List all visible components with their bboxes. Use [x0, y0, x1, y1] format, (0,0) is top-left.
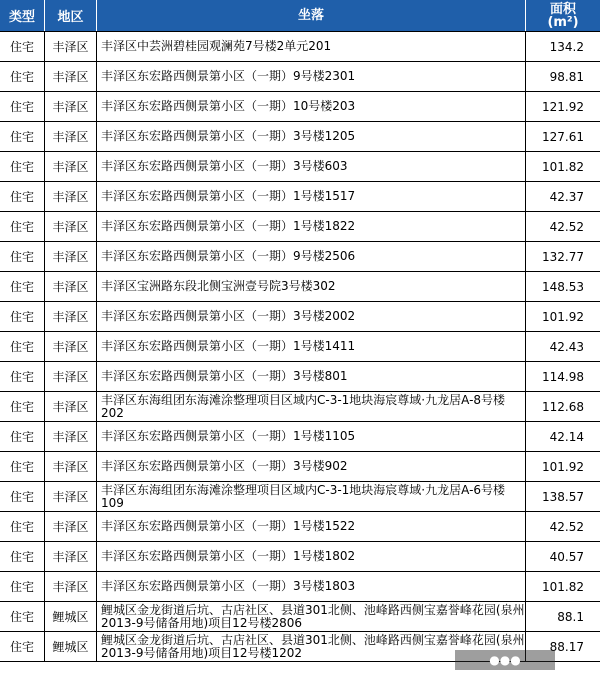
- cell-location: 丰泽区中芸洲碧桂园观澜苑7号楼2单元201: [97, 32, 526, 61]
- cell-type: 住宅: [0, 512, 45, 541]
- cell-location: 鲤城区金龙街道后坑、古店社区、县道301北侧、池峰路西侧宝嘉誉峰花园(泉州2013-9号储备用地)项目12号楼2806: [97, 602, 526, 631]
- table-body: [0, 32, 600, 662]
- cell-type: 住宅: [0, 92, 45, 121]
- cell-type: 住宅: [0, 422, 45, 451]
- cell-size: 121.92: [542, 99, 584, 114]
- table-row: [0, 272, 600, 302]
- cell-area: 丰泽区: [45, 362, 97, 391]
- cell-type: 住宅: [0, 602, 45, 631]
- cell-size: 132.77: [542, 249, 584, 264]
- cell-type: 住宅: [0, 62, 45, 91]
- table-row: [0, 572, 600, 602]
- cell-size: 98.81: [549, 69, 584, 84]
- cell-location: 丰泽区东宏路西侧景第小区（一期）1号楼1522: [97, 512, 526, 541]
- cell-size: 88.17: [549, 639, 584, 654]
- table-header: [0, 0, 600, 32]
- cell-size: 42.14: [549, 429, 584, 444]
- cell-area: 丰泽区: [45, 182, 97, 211]
- cell-location: 丰泽区东宏路西侧景第小区（一期）9号楼2506: [97, 242, 526, 271]
- cell-type: 住宅: [0, 152, 45, 181]
- cell-location: 丰泽区东宏路西侧景第小区（一期）9号楼2301: [97, 62, 526, 91]
- table-row: [0, 332, 600, 362]
- table-row: [0, 452, 600, 482]
- cell-size: 138.57: [542, 489, 584, 504]
- cell-area: 丰泽区: [45, 392, 97, 421]
- cell-location: 丰泽区东宏路西侧景第小区（一期）3号楼2002: [97, 302, 526, 331]
- cell-type: 住宅: [0, 482, 45, 511]
- table-row: [0, 392, 600, 422]
- cell-area: 丰泽区: [45, 272, 97, 301]
- header-location: 坐落: [97, 0, 526, 31]
- cell-area: 丰泽区: [45, 422, 97, 451]
- cell-area: 丰泽区: [45, 332, 97, 361]
- cell-area: 丰泽区: [45, 302, 97, 331]
- cell-location: 丰泽区东宏路西侧景第小区（一期）1号楼1105: [97, 422, 526, 451]
- cell-type: 住宅: [0, 182, 45, 211]
- table-row: [0, 302, 600, 332]
- watermark: ●●●: [455, 650, 555, 670]
- cell-area: 丰泽区: [45, 152, 97, 181]
- cell-type: 住宅: [0, 32, 45, 61]
- cell-area: 鲤城区: [45, 602, 97, 631]
- cell-size: 42.52: [549, 519, 584, 534]
- table-row: [0, 362, 600, 392]
- table-row: [0, 242, 600, 272]
- cell-size: 42.37: [549, 189, 584, 204]
- table-row: [0, 32, 600, 62]
- cell-location: 丰泽区东宏路西侧景第小区（一期）1号楼1802: [97, 542, 526, 571]
- cell-size: 101.92: [542, 459, 584, 474]
- cell-type: 住宅: [0, 632, 45, 661]
- cell-type: 住宅: [0, 212, 45, 241]
- cell-type: 住宅: [0, 242, 45, 271]
- cell-type: 住宅: [0, 362, 45, 391]
- cell-location: 丰泽区东宏路西侧景第小区（一期）3号楼1803: [97, 572, 526, 601]
- cell-location: 丰泽区东宏路西侧景第小区（一期）1号楼1411: [97, 332, 526, 361]
- cell-area: 丰泽区: [45, 542, 97, 571]
- cell-area: 丰泽区: [45, 212, 97, 241]
- header-size-label: 面积: [549, 1, 576, 17]
- cell-size: 88.1: [557, 609, 584, 624]
- table-row: [0, 212, 600, 242]
- cell-size: 112.68: [542, 399, 584, 414]
- cell-area: 鲤城区: [45, 632, 97, 661]
- cell-location: 丰泽区东宏路西侧景第小区（一期）1号楼1822: [97, 212, 526, 241]
- cell-type: 住宅: [0, 302, 45, 331]
- table-row: [0, 152, 600, 182]
- header-type: 类型: [0, 0, 45, 31]
- header-size-unit: (m²): [547, 14, 579, 30]
- cell-location: 丰泽区东宏路西侧景第小区（一期）3号楼902: [97, 452, 526, 481]
- table-row: [0, 62, 600, 92]
- cell-location: 丰泽区东海组团东海滩涂整理项目区域内C-3-1地块海宸尊域·九龙居A-6号楼109: [97, 482, 526, 511]
- cell-area: 丰泽区: [45, 482, 97, 511]
- cell-location: 丰泽区东宏路西侧景第小区（一期）3号楼1205: [97, 122, 526, 151]
- cell-size: 101.82: [542, 159, 584, 174]
- cell-size: 148.53: [542, 279, 584, 294]
- cell-location: 丰泽区东海组团东海滩涂整理项目区域内C-3-1地块海宸尊域·九龙居A-8号楼202: [97, 392, 526, 421]
- table-row: [0, 122, 600, 152]
- cell-size: 40.57: [549, 549, 584, 564]
- header-size: [526, 0, 600, 31]
- cell-size: 101.82: [542, 579, 584, 594]
- cell-area: 丰泽区: [45, 32, 97, 61]
- cell-size: 42.52: [549, 219, 584, 234]
- cell-type: 住宅: [0, 542, 45, 571]
- cell-area: 丰泽区: [45, 512, 97, 541]
- cell-area: 丰泽区: [45, 62, 97, 91]
- cell-type: 住宅: [0, 272, 45, 301]
- cell-size: 42.43: [549, 339, 584, 354]
- cell-location: 丰泽区东宏路西侧景第小区（一期）3号楼603: [97, 152, 526, 181]
- cell-type: 住宅: [0, 122, 45, 151]
- cell-location: 丰泽区东宏路西侧景第小区（一期）10号楼203: [97, 92, 526, 121]
- cell-type: 住宅: [0, 332, 45, 361]
- table-row: [0, 602, 600, 632]
- table-row: [0, 422, 600, 452]
- cell-size: 114.98: [542, 369, 584, 384]
- cell-type: 住宅: [0, 452, 45, 481]
- table-row: [0, 512, 600, 542]
- cell-area: 丰泽区: [45, 92, 97, 121]
- header-area: 地区: [45, 0, 97, 31]
- cell-size: 101.92: [542, 309, 584, 324]
- table-row: [0, 92, 600, 122]
- cell-type: 住宅: [0, 572, 45, 601]
- cell-location: 丰泽区东宏路西侧景第小区（一期）1号楼1517: [97, 182, 526, 211]
- cell-area: 丰泽区: [45, 242, 97, 271]
- cell-area: 丰泽区: [45, 452, 97, 481]
- cell-area: 丰泽区: [45, 572, 97, 601]
- cell-size: 127.61: [542, 129, 584, 144]
- cell-location: 鲤城区金龙街道后坑、古店社区、县道301北侧、池峰路西侧宝嘉誉峰花园(泉州2013-9号储备用地)项目12号楼1202: [97, 632, 526, 661]
- cell-location: 丰泽区宝洲路东段北侧宝洲壹号院3号楼302: [97, 272, 526, 301]
- table-row: [0, 542, 600, 572]
- cell-size: 134.2: [549, 39, 584, 54]
- cell-type: 住宅: [0, 392, 45, 421]
- cell-location: 丰泽区东宏路西侧景第小区（一期）3号楼801: [97, 362, 526, 391]
- table-row: [0, 182, 600, 212]
- cell-area: 丰泽区: [45, 122, 97, 151]
- table-row: [0, 482, 600, 512]
